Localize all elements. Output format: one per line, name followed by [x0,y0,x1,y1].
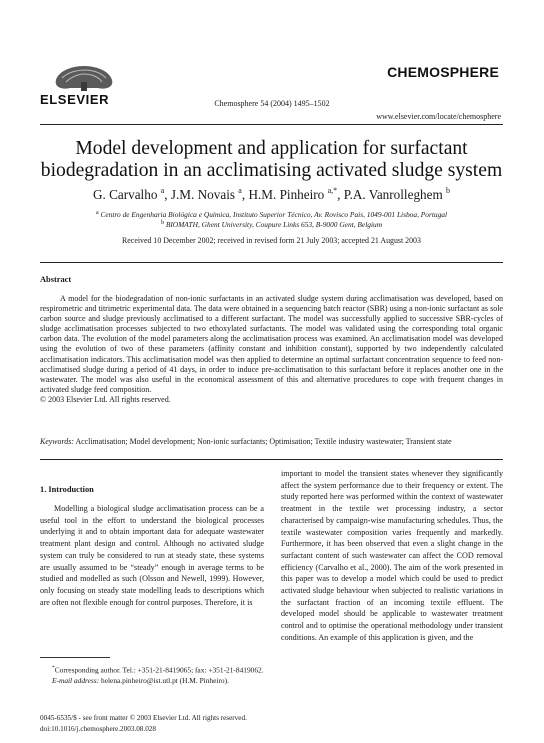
author-affil-marker: a [160,186,165,195]
affiliation-marker: a [95,210,99,216]
article-title [40,138,503,182]
front-matter-footer [40,713,247,735]
abstract-bottom-divider [40,459,503,460]
elsevier-tree-logo [40,62,128,118]
publisher-name: ELSEVIER [40,92,110,107]
footnote-corresponding-text: Corresponding author. Tel.: +351-21-8419065; fax: +351-21-8419062. [54,665,264,675]
affiliation-marker: b [160,220,164,226]
author-name: J.M. Novais [170,187,235,202]
keywords-line [40,437,503,446]
author-name: G. Carvalho [92,187,158,202]
author-list: G. Carvalho $^a$, J.M. Novais $^a$, H.M. Pinheiro $^{a,*}$, P.A. Vanrolleghem $^b$ [92,186,451,202]
author-name: H.M. Pinheiro [248,187,325,202]
journal-citation: Chemosphere 54 (2004) 1495–1502 [214,99,330,108]
abstract-paragraph: A model for the biodegradation of non-ionic surfactants in an activated sludge system during acclimatisation was developed, based on respirometric and titrimetric experimental data. The data were obtained in a sequencing batch reactor (SBR) using a non-ionic surfactant as sole carbon source and sludge previously acclimatised to a different surfactant. The model was successfully applied to successive SBR-cycles of sludge acclimatisation processes subjected to two ethoxylated surfactants. The model was validated using the corresponding total organic carbon data. The evolution of the model parameters along the acclimatisation process was examined. An acclimatisation model was developed using the evolution of two of these parameters (affinity constant and inhibition constant), supported by two independently calculated acclimatisation indicators. This acclimatisation model was then applied to determine an optimal surfactant concentration sequence to feed non-acclimatised sludge during a period of 41 days, in order to induce pre-acclimatisation to this surfactant before it replaces another one in the wastewater. The model was also useful in the economical assessment of this and alternative procedures to cope with frequent changes in activated sludge feed composition. [40,294,503,394]
keywords-label: Keywords: [40,437,74,446]
footnote-divider [40,657,110,658]
header-divider [40,124,503,125]
abstract-copyright: © 2003 Elsevier Ltd. All rights reserved. [40,394,171,404]
title-line-1: Model development and application for surfactant [75,138,468,159]
footnote-marker: * [52,665,55,671]
footnote-email [40,676,264,687]
received-dates: Received 10 December 2002; received in revised form 21 July 2003; accepted 21 August 2003 [122,236,421,245]
intro-left-column: Modelling a biological sludge acclimatisation process can be a useful tool in the effort to understand the biological processes underlying it and to obtain important data for adequate wastewater treatment plant design and control. Although no activated sludge system can truly be considered to run at steady state, these systems are usually assumed to be “steady” enough in average terms to be studied and modelled as such (Olsson and Newell, 1999). However, only focusing on steady state modelling leads to descriptions which are often not flexible enough for control purposes. Therefore, it is [40,504,264,607]
section-heading-introduction: 1. Introduction [40,485,94,494]
author-affil-marker: b [446,186,451,195]
journal-name: CHEMOSPHERE [387,64,499,80]
email-link[interactable]: helena.pinheiro@ist.utl.pt (H.M. Pinheiro). [101,675,229,685]
doi-link[interactable]: doi:10.1016/j.chemosphere.2003.08.028 [40,724,156,733]
issn-line: 0045-6535/$ - see front matter © 2003 Elsevier Ltd. All rights reserved. [40,714,247,722]
affiliation-b [40,220,503,229]
email-label: E-mail address: [52,675,100,685]
footnote [40,663,264,686]
journal-url-link[interactable]: www.elsevier.com/locate/chemosphere [376,112,501,121]
author-name: P.A. Vanrolleghem [343,187,443,202]
author-affil-marker: a [238,186,242,195]
abstract-body [40,294,503,405]
title-line-2: biodegradation in an acclimatising activated sludge system [40,160,503,181]
intro-right-column: important to model the transient states whenever they significantly affect the system performance due to their frequency or extent. The study reported here was performed within the context of wastewater treatment in the textile wet processing industry, a sector characterised by campaign-wise manufacturing schedules. Thus, the textile wastewater composition varies frequently and markedly. Furthermore, it has been observed that even a slight change in the surfactant content of such wastewater can affect the COD removal efficiency (Carvalho et al., 2000). The aim of the work presented in this paper was to develop a model which could be used to predict activated sludge behaviour when subjected to realistic variations in the surfactant fraction of an incoming textile effluent. The developed model should be applicable to wastewater treatment control and to optimise the operational methodology under transient conditions. An example of this application is given, and the [281,469,503,642]
affiliation-a [40,210,503,219]
footnote-corresponding [40,663,264,676]
abstract-top-divider [40,262,503,263]
affiliation-text: BIOMATH, Ghent University, Coupure Links 653, B-9000 Gent, Belgium [165,220,383,229]
keywords-list: Acclimatisation; Model development; Non-ionic surfactants; Optimisation; Textile industry wastewater; Transient state [75,437,452,446]
affiliation-text: Centro de Engenharia Biológica e Química, Instituto Superior Técnico, Av. Rovisco Pais, 1049-001 Lisboa, Portugal [100,210,448,219]
author-affil-marker: a,* [327,186,338,195]
abstract-heading: Abstract [40,275,72,284]
